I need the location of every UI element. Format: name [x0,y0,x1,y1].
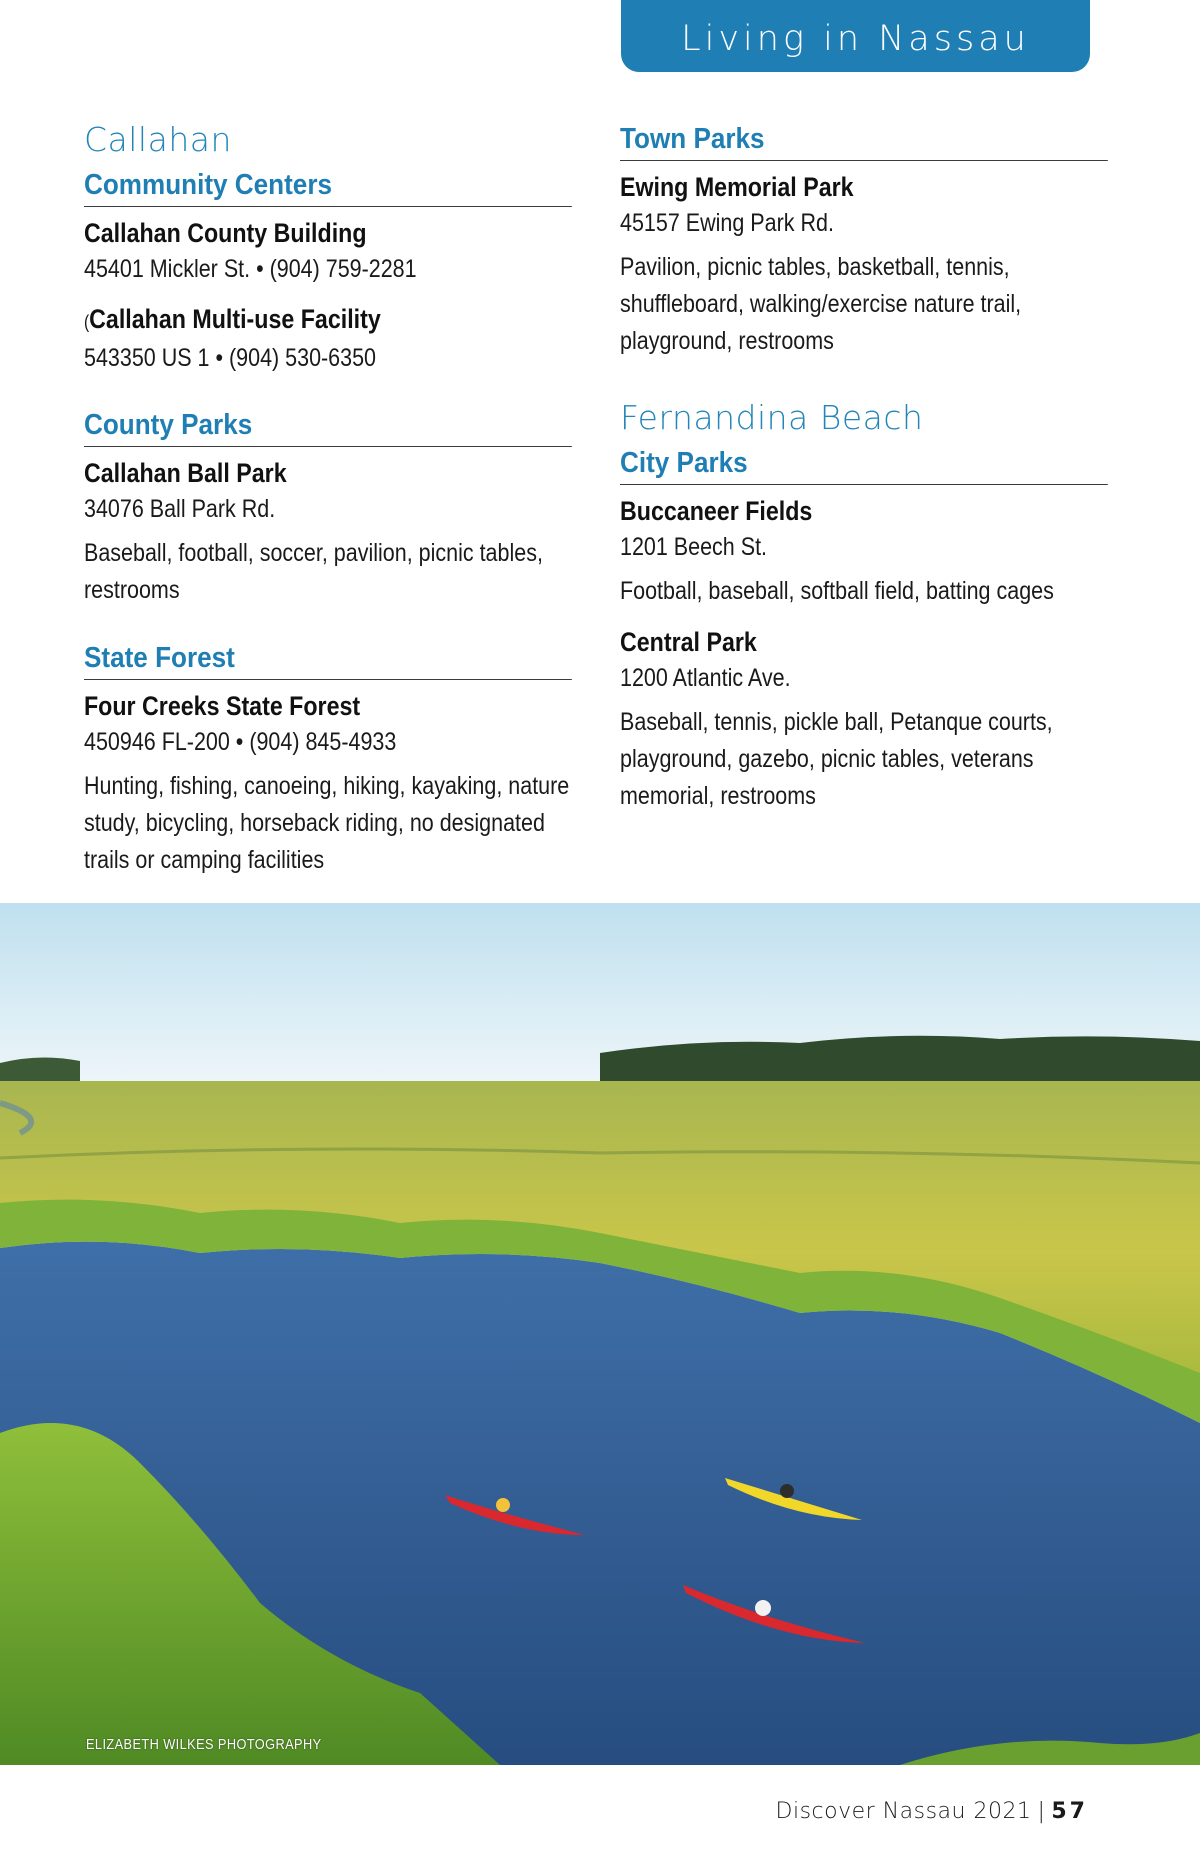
entry-address: 543350 US 1 • (904) 530-6350 [84,344,377,372]
entry-name: Four Creeks State Forest [84,691,361,721]
entry-name: Central Park [620,627,757,657]
left-column [84,118,572,893]
list-item [620,169,1108,360]
list-item [620,624,1108,815]
town-heading-callahan: Callahan [84,120,232,159]
entry-description: Hunting, fishing, canoeing, hiking, kayaking, nature study, bicycling, horseback riding, no designated trails or camping facilities [84,772,570,874]
list-item [84,301,572,376]
entry-address: 34076 Ball Park Rd. [84,495,276,523]
section-heading-city-parks: City Parks [620,444,1108,485]
marsh-kayak-photo [0,903,1200,1765]
list-item [84,688,572,879]
section-tab: Living in Nassau [621,0,1090,72]
entry-name: Ewing Memorial Park [620,172,854,202]
list-item [84,215,572,287]
entry-address: 450946 FL-200 • (904) 845-4933 [84,728,397,756]
footer-separator: | [1037,1799,1046,1824]
section-heading-town-parks: Town Parks [620,120,1108,161]
list-item [620,493,1108,610]
entry-name: Callahan Ball Park [84,458,287,488]
entry-address: 45157 Ewing Park Rd. [620,209,834,237]
town-heading-fernandina-beach: Fernandina Beach [620,398,924,437]
entry-address: 1200 Atlantic Ave. [620,664,791,692]
entry-name [84,301,504,340]
section-heading-county-parks: County Parks [84,406,572,447]
entry-description: Pavilion, picnic tables, basketball, tennis, shuffleboard, walking/exercise nature trail, playground, restrooms [620,253,1022,355]
entry-name: Buccaneer Fields [620,496,813,526]
entry-address: 1201 Beech St. [620,533,768,561]
right-column [620,120,1108,829]
entry-prefix: ( [84,312,90,332]
section-heading-state-forest: State Forest [84,639,572,680]
section-heading-community-centers: Community Centers [84,166,572,207]
entry-name-text: Callahan Multi-use Facility [89,304,381,334]
entry-description: Baseball, football, soccer, pavilion, picnic tables, restrooms [84,539,543,604]
entry-name: Callahan County Building [84,218,367,248]
photo-illustration [0,903,1200,1765]
list-item [84,455,572,609]
photo-credit: ELIZABETH WILKES PHOTOGRAPHY [86,1736,322,1753]
page-number: 57 [1051,1799,1088,1824]
entry-description: Baseball, tennis, pickle ball, Petanque courts, playground, gazebo, picnic tables, veterans memorial, restrooms [620,708,1053,810]
entry-description: Football, baseball, softball field, batting cages [620,577,1054,605]
publication-title: Discover Nassau 2021 [775,1799,1032,1824]
entry-address: 45401 Mickler St. • (904) 759-2281 [84,255,417,283]
page-footer [776,1799,1088,1824]
